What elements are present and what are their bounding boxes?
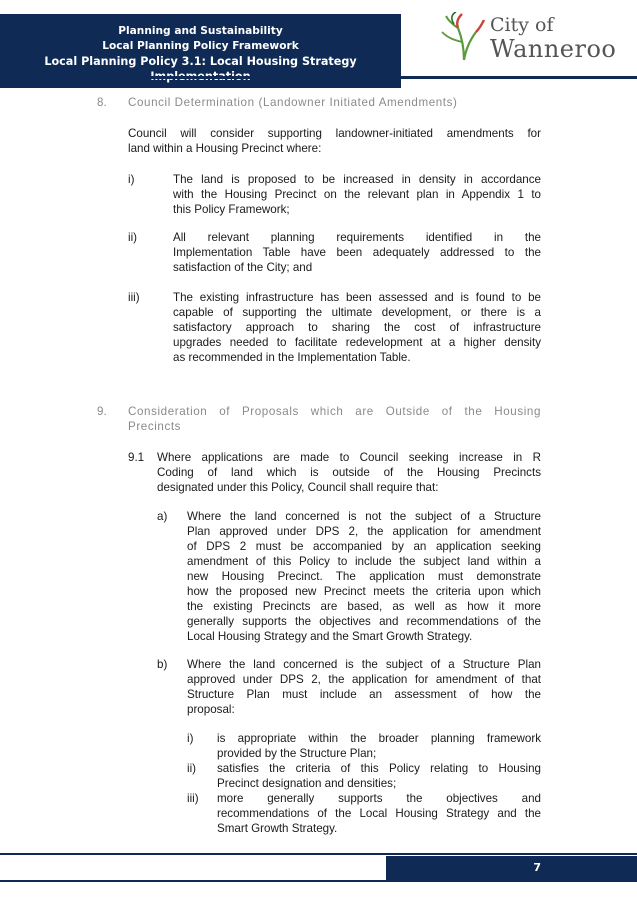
section-8-item-iii-line5: as recommended in the Implementation Table.	[173, 351, 411, 364]
section-9-1-b-line4: proposal:	[187, 703, 235, 716]
header-department: Planning and Sustainability	[118, 25, 283, 37]
footer-page-bar	[386, 856, 637, 880]
section-9-1-b-i-line2: provided by the Structure Plan;	[217, 747, 377, 760]
footer-left-panel	[0, 858, 386, 878]
section-8-intro-line2: land within a Housing Precinct where:	[128, 142, 322, 155]
section-9-1-b-i-line1: is appropriate within the broader planning framework	[217, 732, 541, 745]
section-9-1-a-line8: generally supports the objectives and recommendations of the	[187, 615, 541, 628]
header-divider	[0, 76, 637, 79]
section-9-1-a-marker: a)	[157, 510, 168, 523]
section-9-1-a-line1: Where the land concerned is not the subject of a Structure	[187, 510, 541, 523]
section-9-1-b-line1: Where the land concerned is the subject of a Structure Plan	[187, 658, 541, 671]
section-8-item-i-marker: i)	[128, 173, 135, 186]
section-9-1-b-iii-line2: recommendations of the Local Housing Strategy and the	[217, 807, 541, 820]
section-8-item-ii-line3: satisfaction of the City; and	[173, 261, 313, 274]
section-8-item-iii-marker: iii)	[128, 291, 140, 304]
logo-wanneroo: Wanneroo	[490, 35, 617, 63]
section-9-1-b-i-marker: i)	[187, 732, 194, 745]
footer-divider-bottom	[0, 880, 637, 882]
section-8-item-iii-line3: satisfactory approach to sharing the cost of infrastructure	[173, 321, 541, 334]
section-9-1-b-iii-marker: iii)	[187, 792, 199, 805]
section-9-1-a-line9: Local Housing Strategy and the Smart Growth Strategy.	[187, 630, 473, 643]
section-8-item-ii-line2: Implementation Table have been adequately addressed to the	[173, 246, 541, 259]
section-8-item-iii-line1: The existing infrastructure has been assessed and is found to be	[173, 291, 541, 304]
logo-city-of: City of	[490, 14, 554, 36]
section-9-1-a-line6: how the proposed new Precinct meets the criteria upon which	[187, 585, 541, 598]
section-8-intro-line1: Council will consider supporting landowner-initiated amendments for	[128, 127, 541, 140]
section-8-item-iii-line2: capable of supporting the ultimate development, or there is a	[173, 306, 541, 319]
section-8-heading: Council Determination (Landowner Initiated Amendments)	[128, 96, 458, 109]
section-9-1-a-line5: new Housing Precinct. The application must demonstrate	[187, 570, 541, 583]
section-9-number: 9.	[97, 405, 107, 418]
section-9-heading-line1: Consideration of Proposals which are Outside of the Housing	[128, 405, 541, 418]
section-9-1-a-line3: of DPS 2 must be accompanied by an application seeking	[187, 540, 541, 553]
section-8-item-ii-line1: All relevant planning requirements identified in the	[173, 231, 541, 244]
footer-divider-top	[0, 853, 637, 855]
kangaroo-paw-logo-icon	[440, 12, 486, 62]
section-9-1-b-iii-line1: more generally supports the objectives and	[217, 792, 541, 805]
section-9-1-a-line4: amendment of this Policy to include the subject land within a	[187, 555, 541, 568]
section-8-item-i-line2: with the Housing Precinct on the relevant plan in Appendix 1 to	[173, 188, 541, 201]
section-8-item-iii-line4: upgrades needed to facilitate redevelopment at a higher density	[173, 336, 541, 349]
section-9-1-b-ii-marker: ii)	[187, 762, 197, 775]
section-9-1-b-iii-line3: Smart Growth Strategy.	[217, 822, 338, 835]
section-9-1-b-ii-line2: Precinct designation and densities;	[217, 777, 397, 790]
section-9-1-b-ii-line1: satisfies the criteria of this Policy relating to Housing	[217, 762, 541, 775]
section-9-1-b-line2: approved under DPS 2, the application for amendment of that	[187, 673, 541, 686]
section-9-1-b-line3: Structure Plan must include an assessment of how the	[187, 688, 541, 701]
section-9-1-line1: Where applications are made to Council seeking increase in R	[157, 451, 541, 464]
section-9-1-a-line7: the existing Precincts are based, as well as how it more	[187, 600, 541, 613]
section-9-1-a-line2: Plan approved under DPS 2, the application for amendment	[187, 525, 541, 538]
section-9-1-line3: designated under this Policy, Council shall require that:	[157, 481, 439, 494]
section-9-1-number: 9.1	[128, 451, 145, 464]
header-policy-title: Local Planning Policy 3.1: Local Housing Strategy	[44, 55, 357, 68]
page-number: 7	[533, 861, 541, 874]
city-logo	[440, 12, 635, 68]
header-framework: Local Planning Policy Framework	[102, 40, 299, 52]
section-9-heading-line2: Precincts	[128, 420, 182, 433]
section-8-number: 8.	[97, 96, 107, 109]
section-9-1-b-marker: b)	[157, 658, 168, 671]
section-9-1-line2: Coding of land which is outside of the Housing Precincts	[157, 466, 541, 479]
section-8-item-i-line1: The land is proposed to be increased in density in accordance	[173, 173, 541, 186]
section-8-item-ii-marker: ii)	[128, 231, 138, 244]
section-8-item-i-line3: this Policy Framework;	[173, 203, 290, 216]
